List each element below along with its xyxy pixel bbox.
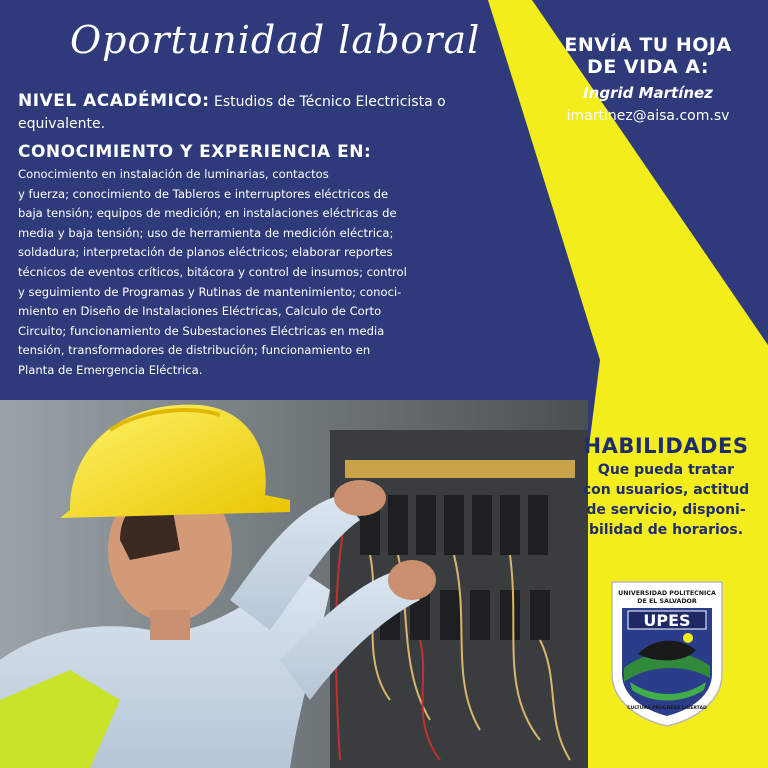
nivel-academico bbox=[18, 90, 478, 135]
habilidades-heading: HABILIDADES bbox=[583, 434, 749, 458]
page-title: Oportunidad laboral bbox=[70, 18, 481, 62]
contact-heading-1: ENVÍA TU HOJA bbox=[564, 34, 732, 56]
conocimiento-heading: CONOCIMIENTO Y EXPERIENCIA EN: bbox=[18, 142, 372, 162]
habilidades-line: Que pueda tratar bbox=[597, 462, 735, 478]
conocimiento-line: y fuerza; conocimiento de Tableros e interruptores eléctricos de bbox=[18, 186, 389, 201]
habilidades-line: de servicio, disponi- bbox=[586, 502, 746, 518]
conocimiento-line: Conocimiento en instalación de luminarias, contactos bbox=[18, 167, 329, 181]
logo-acronym: UPES bbox=[643, 611, 691, 630]
upes-logo bbox=[608, 578, 726, 728]
contact-email[interactable]: imartinez@aisa.com.sv bbox=[566, 108, 730, 124]
habilidades-body bbox=[568, 460, 764, 540]
contact-name: Ingrid Martínez bbox=[583, 84, 713, 102]
conocimiento-line: media y baja tensión; uso de herramienta de medición eléctrica; bbox=[18, 225, 394, 240]
electrician-photo bbox=[0, 400, 588, 768]
contact-heading-2: DE VIDA A: bbox=[587, 56, 709, 78]
conocimiento-line: y seguimiento de Programas y Rutinas de mantenimiento; conoci- bbox=[18, 284, 402, 299]
nivel-label: NIVEL ACADÉMICO: bbox=[18, 91, 210, 111]
conocimiento-line: miento en Diseño de Instalaciones Eléctricas, Calculo de Corto bbox=[18, 304, 382, 319]
conocimiento-line: soldadura; interpretación de planos eléctricos; elaborar reportes bbox=[18, 245, 393, 260]
habilidades-line: bilidad de horarios. bbox=[588, 522, 744, 538]
habilidades-block bbox=[568, 434, 764, 540]
logo-motto: CULTURA PROGRESO LIBERTAD bbox=[627, 706, 707, 711]
conocimiento-line: Planta de Emergencia Eléctrica. bbox=[18, 362, 203, 377]
conocimiento-line: técnicos de eventos críticos, bitácora y control de insumos; control bbox=[18, 264, 407, 279]
conocimiento-line: tensión, transformadores de distribución; funcionamiento en bbox=[18, 343, 371, 358]
contact-block bbox=[528, 34, 768, 124]
logo-top-text-1: UNIVERSIDAD POLITECNICA bbox=[618, 590, 716, 597]
habilidades-line: con usuarios, actitud bbox=[582, 482, 750, 498]
conocimiento-body bbox=[18, 165, 480, 381]
conocimiento-line: Circuito; funcionamiento de Subestaciones Eléctricas en media bbox=[18, 323, 385, 338]
conocimiento-line: baja tensión; equipos de medición; en instalaciones eléctricas de bbox=[18, 206, 397, 221]
nivel-value: Estudios de Técnico Electricista o equivalente. bbox=[18, 94, 446, 132]
logo-top-text-2: DE EL SALVADOR bbox=[637, 598, 697, 605]
